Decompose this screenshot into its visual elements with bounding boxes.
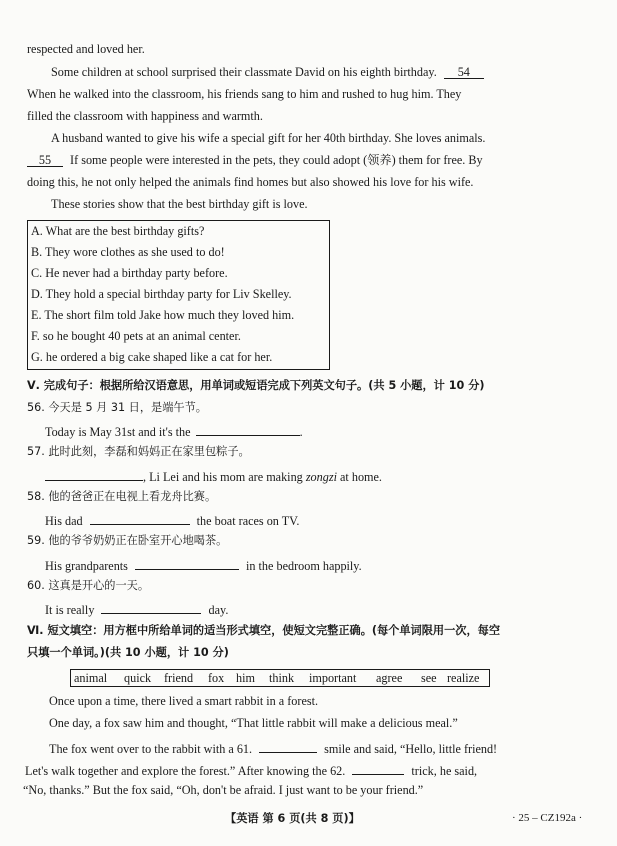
passage-line: When he walked into the classroom, his friends sang to him and rushed to hug him. They bbox=[27, 87, 462, 101]
word-bank-box bbox=[70, 669, 490, 687]
options-box bbox=[27, 220, 330, 370]
answer-blank-57[interactable] bbox=[45, 467, 143, 481]
story-line: Let's walk together and explore the forest.” After knowing the 62. trick, he said, bbox=[25, 761, 477, 779]
question-56-chinese: 56. 今天是 5 月 31 日，是端午节。 bbox=[27, 401, 207, 414]
passage-line: A husband wanted to give his wife a special gift for her 40th birthday. She loves animals. bbox=[51, 131, 486, 145]
option-d: D. They hold a special birthday party for Liv Skelley. bbox=[31, 287, 292, 301]
answer-blank-61[interactable] bbox=[259, 739, 317, 753]
page-footer: 【英语 第 6 页(共 8 页)】 bbox=[225, 812, 360, 825]
passage-line: filled the classroom with happiness and warmth. bbox=[27, 109, 263, 123]
section-6-heading: Ⅵ. 短文填空：用方框中所给单词的适当形式填空，使短文完整正确。(每个单词限用一次，每空 bbox=[27, 624, 501, 637]
question-57-chinese: 57. 此时此刻，李磊和妈妈正在家里包粽子。 bbox=[27, 445, 250, 458]
answer-blank-56[interactable] bbox=[196, 422, 300, 436]
option-a: A. What are the best birthday gifts? bbox=[31, 224, 205, 238]
story-line: One day, a fox saw him and thought, “That little rabbit will make a delicious meal.” bbox=[49, 716, 458, 730]
option-f: F. so he bought 40 pets at an animal center. bbox=[31, 329, 241, 343]
story-line: The fox went over to the rabbit with a 61. smile and said, “Hello, little friend! bbox=[49, 739, 497, 757]
word-bank-item: think bbox=[269, 671, 295, 685]
word-bank-item: important bbox=[309, 671, 357, 685]
question-57-english: , Li Lei and his mom are making zongzi at home. bbox=[45, 467, 382, 485]
word-bank-item: animal bbox=[74, 671, 108, 685]
passage-line: respected and loved her. bbox=[27, 42, 145, 56]
option-c: C. He never had a birthday party before. bbox=[31, 266, 228, 280]
answer-blank-60[interactable] bbox=[101, 600, 201, 614]
word-bank-item: agree bbox=[376, 671, 403, 685]
word-bank-item: him bbox=[236, 671, 255, 685]
story-line: Once upon a time, there lived a smart rabbit in a forest. bbox=[49, 694, 319, 708]
question-58-chinese: 58. 他的爸爸正在电视上看龙舟比赛。 bbox=[27, 490, 217, 503]
word-bank-item: realize bbox=[447, 671, 480, 685]
passage-line: Some children at school surprised their classmate David on his eighth birthday. 54 bbox=[51, 65, 484, 80]
word-bank-item: quick bbox=[124, 671, 152, 685]
story-line: “No, thanks.” But the fox said, “Oh, don't be afraid. I just want to be your friend.” bbox=[23, 783, 424, 797]
passage-line: doing this, he not only helped the animals find homes but also showed his love for his wife. bbox=[27, 175, 474, 189]
answer-blank-54[interactable]: 54 bbox=[444, 65, 484, 79]
question-56-english: Today is May 31st and it's the . bbox=[45, 422, 303, 440]
passage-line: 55 If some people were interested in the pets, they could adopt (领养) them for free. By bbox=[27, 153, 483, 168]
option-e: E. The short film told Jake how much they loved him. bbox=[31, 308, 295, 322]
word-bank-item: friend bbox=[164, 671, 194, 685]
option-g: G. he ordered a big cake shaped like a cat for her. bbox=[31, 350, 273, 364]
question-60-english: It is really day. bbox=[45, 600, 228, 618]
question-58-english: His dad the boat races on TV. bbox=[45, 511, 299, 529]
section-5-heading: Ⅴ. 完成句子：根据所给汉语意思，用单词或短语完成下列英文句子。(共 5 小题，计 10 分) bbox=[27, 379, 485, 392]
passage-line: These stories show that the best birthday gift is love. bbox=[51, 197, 308, 211]
option-b: B. They wore clothes as she used to do! bbox=[31, 245, 225, 259]
question-59-english: His grandparents in the bedroom happily. bbox=[45, 556, 362, 574]
section-6-heading-cont: 只填一个单词。)(共 10 小题，计 10 分) bbox=[27, 646, 229, 659]
word-bank-item: see bbox=[421, 671, 437, 685]
question-60-chinese: 60. 这真是开心的一天。 bbox=[27, 579, 150, 592]
answer-blank-59[interactable] bbox=[135, 556, 239, 570]
page-code: · 25 – CZ192a · bbox=[512, 812, 583, 824]
word-bank-item: fox bbox=[208, 671, 225, 685]
answer-blank-55[interactable]: 55 bbox=[27, 153, 63, 167]
question-59-chinese: 59. 他的爷爷奶奶正在卧室开心地喝茶。 bbox=[27, 534, 228, 547]
answer-blank-58[interactable] bbox=[90, 511, 190, 525]
answer-blank-62[interactable] bbox=[352, 761, 404, 775]
